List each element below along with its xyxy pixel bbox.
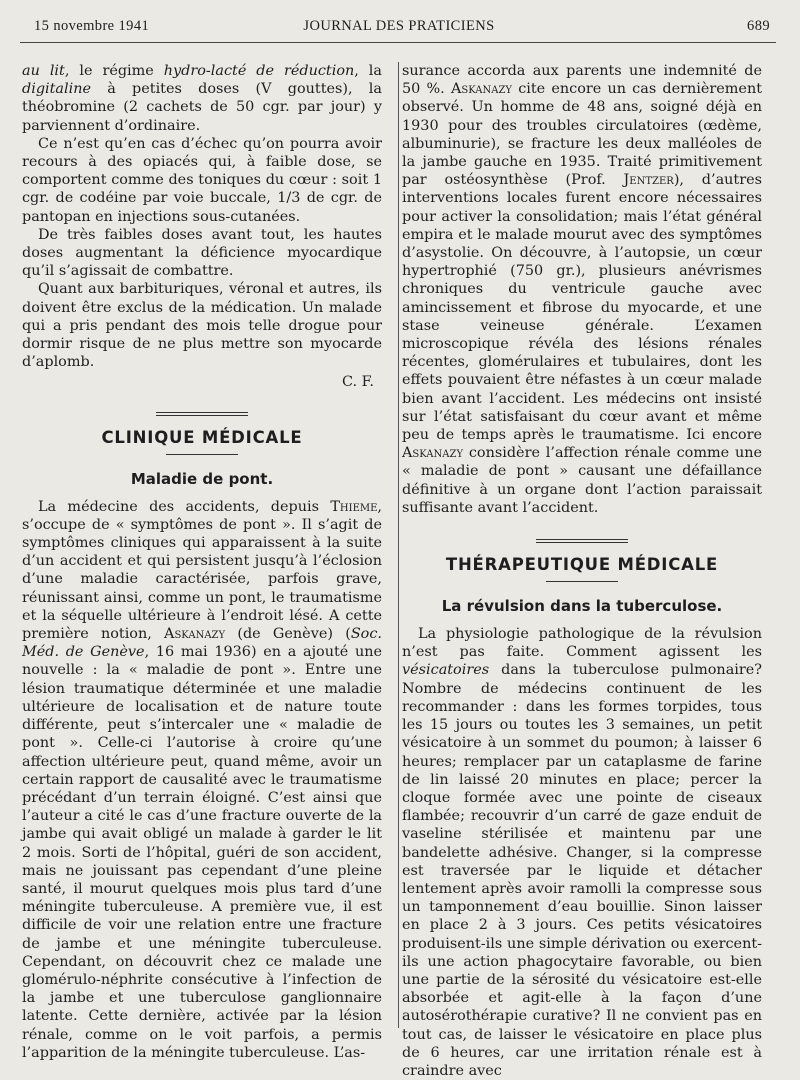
column-divider [398, 62, 399, 1028]
article-title-revulsion: La révulsion dans la tuberculose. [441, 597, 723, 616]
article-paragraph-continued: surance accorda aux parents une indemnité de 50 %. Askanazy cite encore un cas dernièrement observé. Un homme de 48 ans, soigné déjà en 1930 pour des troubles circulatoires (œdème, albuminurie), se fracture les deux malléoles de la jambe gauche en 1935. Traité primitivement par ostéosynthèse (Prof. Jentzer), d’autres interventions locales furent encore nécessaires pour activer la consolidation; mais l’état général empira et le malade mourut avec des symptômes d’asystolie. On découvre, à l’autopsie, un cœur hypertrophié (750 gr.), plusieurs anévrismes chroniques du ventricule gauche avec amincissement et fibrose du myocarde, et une stase veineuse générale. L’examen microscopique révéla des lésions rénales récentes, glomérulaires et tubulaires, dont les effets pouvaient être néfastes à un cœur malade bien avant l’accident. Les médecins ont insisté sur l’état satisfaisant du cœur avant et même peu de temps après le traumatisme. Ici encore Askanazy considère l’affection rénale comme une « maladie de pont » causant une défaillance définitive à un organe dont l’action paraissait suffisante avant l’accident. [402, 63, 762, 516]
intro-paragraph-2: Ce n’est qu’en cas d’échec qu’on pourra avoir recours à des opiacés qui, à faible dose, se comportent comme des toniques du cœur : soit 1 cgr. de codéine par voie buccale, 1/3 de cgr. de pantopan en injections sous-cutanées. [22, 135, 382, 225]
left-column [22, 62, 382, 1062]
intro-paragraph-3: De très faibles doses avant tout, les hautes doses augmentant la déficience myocardique qu’il s’agissait de combattre. [22, 226, 382, 280]
intro-paragraph-4: Quant aux barbituriques, véronal et autres, ils doivent être exclus de la médication. Un malade qui a pris pendant des mois telle drogue pour dormir risque de ne plus mettre son myocarde d’aplomb. [22, 281, 382, 371]
section-double-rule [536, 539, 628, 543]
header-date: 15 novembre 1941 [34, 18, 150, 34]
article-paragraph: La physiologie pathologique de la révulsion n’est pas faite. Comment agissent les vésicatoires dans la tuberculose pulmonaire? Nombre de médecins continuent de les recommander : dans les formes torpides, tous les 15 jours ou toutes les 3 semaines, un petit vésicatoire à un sommet du poumon; à laisser 6 heures; remplacer par un cataplasme de farine de lin laissé 20 minutes en place; percer la cloque formée avec une pointe de ciseaux flambée; recouvrir d’un carré de gaze enduit de vaseline stérilisée et maintenu par une bandelette adhésive. Changer, si la compresse est traversée par le liquide et détacher lentement après avoir ramolli la compresse sous un tamponnement d’eau bouillie. Sinon laisser en place 2 à 3 jours. Ces petits vésicatoires produisent-ils une simple dérivation ou exercent-ils une action phagocytaire favorable, ou bien une partie de la sérosité du vésicatoire est-elle absorbée et agit-elle à la façon d’une autosérothérapie curative? Il ne convient pas en tout cas, de laisser le vésicatoire en place plus de 6 heures, car une irritation rénale est à craindre avec [402, 626, 762, 1079]
intro-paragraph-1: au lit, le régime hydro-lacté de réduction, la digitaline à petites doses (V gouttes), la théobromine (2 cachets de 50 cgr. par jour) y parviennent d’ordinaire. [22, 63, 382, 134]
section-double-rule [156, 412, 248, 416]
section-rule [546, 581, 618, 582]
header-page-number: 689 [747, 18, 770, 34]
right-column [402, 62, 762, 1080]
header-journal-title: JOURNAL DES PRATICIENS [303, 18, 495, 34]
article-paragraph: La médecine des accidents, depuis Thieme, s’occupe de « symptômes de pont ». Il s’agit de symptômes cliniques qui apparaissent à la suite d’un accident et qui persistent jusqu’à l’éclosion d’une maladie caractérisée, parfois grave, réunissant ainsi, comme un pont, le traumatisme et la séquelle ultérieure à l’endroit lésé. A cette première notion, Askanazy (de Genève) (Soc. Méd. de Genève, 16 mai 1936) en a ajouté une nouvelle : la « maladie de pont ». Entre une lésion traumatique déterminée et une maladie ultérieure de localisation et de nature toute différente, peut s’intercaler une « maladie de pont ». Celle-ci l’autorise à croire qu’une affection ultérieure peut, quand même, avoir un certain rapport de causalité avec le traumatisme précédant d’un terrain éloigné. C’est ainsi que l’auteur a cité le cas d’une fracture ouverte de la jambe qui avait obligé un malade à garder le lit 2 mois. Sorti de l’hôpital, guéri de son accident, mais ne jouissant pas cependant d’une pleine santé, il mourut quelques mois plus tard d’une méningite tuberculeuse. A première vue, il est difficile de voir une relation entre une fracture de jambe et une méningite tuberculeuse. Cependant, on découvrit chez ce malade une glomérulo-néphrite consécutive à l’infection de la jambe et une tuberculose ganglionnaire latente. Cette dernière, activée par la lésion rénale, comme on le voit parfois, a permis l’apparition de la méningite tuberculeuse. L’as- [22, 498, 382, 1061]
section-title-clinique: CLINIQUE MÉDICALE [101, 427, 303, 447]
signature: C. F. [342, 374, 374, 391]
page-header [20, 14, 778, 40]
section-title-therapeutique: THÉRAPEUTIQUE MÉDICALE [445, 555, 719, 575]
header-rule [20, 42, 776, 43]
section-rule [166, 454, 238, 455]
article-title-maladie-de-pont: Maladie de pont. [130, 469, 274, 488]
